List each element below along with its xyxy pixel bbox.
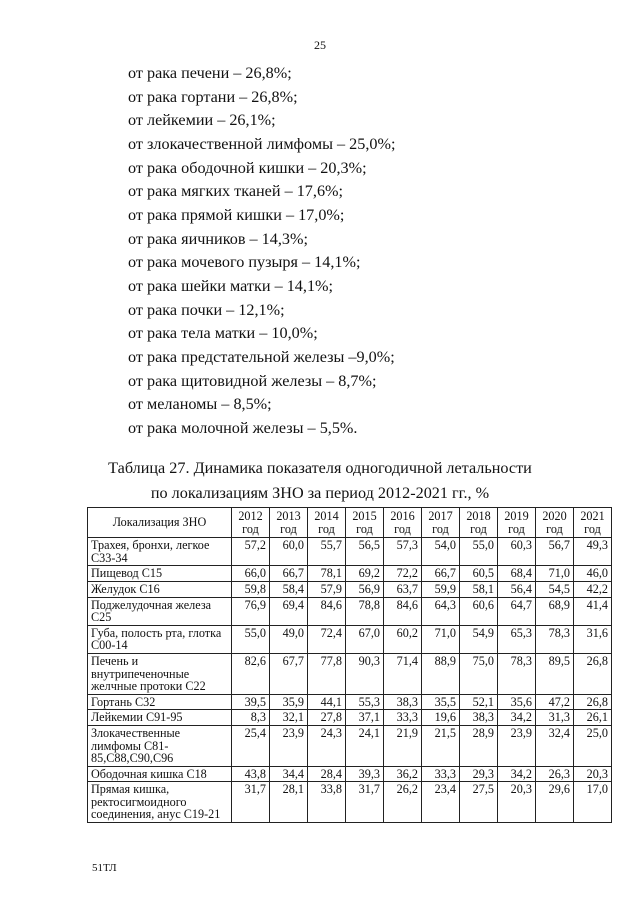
table-cell: 56,9 <box>346 581 384 597</box>
year-suffix: год <box>432 521 449 536</box>
column-header-year <box>460 508 498 538</box>
table-cell: 23,9 <box>270 725 308 766</box>
table-cell: 58,1 <box>460 581 498 597</box>
year-label: 2014 <box>314 509 339 523</box>
table-cell: 49,3 <box>574 538 612 566</box>
table-wrapper <box>87 507 612 823</box>
table-cell: 38,3 <box>384 694 422 710</box>
year-suffix: год <box>242 521 259 536</box>
table-cell: 68,9 <box>536 597 574 625</box>
table-cell: 89,5 <box>536 653 574 694</box>
year-label: 2013 <box>276 509 301 523</box>
table-cell: 34,2 <box>498 766 536 782</box>
page-number: 25 <box>314 38 326 52</box>
table-cell: 78,3 <box>498 653 536 694</box>
table-cell: 34,2 <box>498 710 536 726</box>
table-row <box>88 653 612 694</box>
table-cell: 67,0 <box>346 625 384 653</box>
table-cell: 55,0 <box>460 538 498 566</box>
table-cell: 31,3 <box>536 710 574 726</box>
table-cell: 49,0 <box>270 625 308 653</box>
row-label: Ободочная кишка C18 <box>88 766 232 782</box>
row-label: Губа, полость рта, глотка C00-14 <box>88 625 232 653</box>
table-cell: 39,5 <box>232 694 270 710</box>
table-row <box>88 766 612 782</box>
table-cell: 31,6 <box>574 625 612 653</box>
year-label: 2016 <box>390 509 415 523</box>
list-item: от рака шейки матки – 14,1%; <box>128 276 334 295</box>
table-cell: 60,2 <box>384 625 422 653</box>
column-header-year <box>498 508 536 538</box>
table-cell: 32,4 <box>536 725 574 766</box>
list-item: от рака почки – 12,1%; <box>128 300 285 319</box>
table-cell: 26,8 <box>574 653 612 694</box>
list-item: от рака мочевого пузыря – 14,1%; <box>128 253 361 272</box>
year-label: 2019 <box>504 509 529 523</box>
table-row <box>88 782 612 823</box>
table-cell: 69,2 <box>346 566 384 582</box>
row-label: Лейкемии C91-95 <box>88 710 232 726</box>
table-cell: 84,6 <box>308 597 346 625</box>
table-cell: 47,2 <box>536 694 574 710</box>
table-cell: 25,4 <box>232 725 270 766</box>
table-cell: 37,1 <box>346 710 384 726</box>
year-label: 2021 <box>580 509 605 523</box>
table-cell: 33,3 <box>384 710 422 726</box>
table-cell: 71,4 <box>384 653 422 694</box>
table-row <box>88 597 612 625</box>
table-cell: 21,9 <box>384 725 422 766</box>
list-item: от рака прямой кишки – 17,0%; <box>128 205 345 224</box>
table-cell: 19,6 <box>422 710 460 726</box>
row-label: Желудок C16 <box>88 581 232 597</box>
table-cell: 72,4 <box>308 625 346 653</box>
table-cell: 52,1 <box>460 694 498 710</box>
table-cell: 65,3 <box>498 625 536 653</box>
table-cell: 38,3 <box>460 710 498 726</box>
table-cell: 17,0 <box>574 782 612 823</box>
table-cell: 78,3 <box>536 625 574 653</box>
table-row <box>88 625 612 653</box>
table-cell: 29,3 <box>460 766 498 782</box>
list-item: от рака печени – 26,8%; <box>128 64 292 82</box>
table-cell: 35,5 <box>422 694 460 710</box>
table-cell: 67,7 <box>270 653 308 694</box>
table-cell: 88,9 <box>422 653 460 694</box>
row-label: Злокачественные лимфомы C81-85,C88,C90,C96 <box>88 725 232 766</box>
row-label: Печень и внутрипеченочные желчные протоки C22 <box>88 653 232 694</box>
year-suffix: год <box>394 521 411 536</box>
list-item: от рака предстательной железы –9,0%; <box>128 347 395 366</box>
table-cell: 43,8 <box>232 766 270 782</box>
table-cell: 78,1 <box>308 566 346 582</box>
table-cell: 71,0 <box>536 566 574 582</box>
table-cell: 57,9 <box>308 581 346 597</box>
table-cell: 39,3 <box>346 766 384 782</box>
table-cell: 66,7 <box>422 566 460 582</box>
table-cell: 24,1 <box>346 725 384 766</box>
table-cell: 23,9 <box>498 725 536 766</box>
year-label: 2012 <box>238 509 263 523</box>
table-cell: 60,3 <box>498 538 536 566</box>
list-item: от рака мягких тканей – 17,6%; <box>128 182 344 201</box>
caption-line-1: Таблица 27. Динамика показателя одногодичной летальности <box>108 459 532 477</box>
table-cell: 56,5 <box>346 538 384 566</box>
year-suffix: год <box>470 521 487 536</box>
table-body <box>88 538 612 823</box>
row-label: Гортань C32 <box>88 694 232 710</box>
table-cell: 21,5 <box>422 725 460 766</box>
table-cell: 76,9 <box>232 597 270 625</box>
table-cell: 68,4 <box>498 566 536 582</box>
table-cell: 31,7 <box>346 782 384 823</box>
list-item: от рака щитовидной железы – 8,7%; <box>128 371 377 390</box>
table-cell: 84,6 <box>384 597 422 625</box>
table-cell: 55,3 <box>346 694 384 710</box>
year-label: 2018 <box>466 509 491 523</box>
year-suffix: год <box>280 521 297 536</box>
table-row <box>88 725 612 766</box>
table-cell: 42,2 <box>574 581 612 597</box>
column-header-year <box>232 508 270 538</box>
list-item: от лейкемии – 26,1%; <box>128 111 276 130</box>
column-header-year <box>384 508 422 538</box>
row-label: Трахея, бронхи, легкое C33-34 <box>88 538 232 566</box>
table-cell: 31,7 <box>232 782 270 823</box>
column-header-year <box>422 508 460 538</box>
list-item: от рака яичников – 14,3%; <box>128 229 308 248</box>
table-cell: 28,4 <box>308 766 346 782</box>
table-cell: 28,1 <box>270 782 308 823</box>
list-item: от рака ободочной кишки – 20,3%; <box>128 158 367 177</box>
table-cell: 60,0 <box>270 538 308 566</box>
list-item: от рака тела матки – 10,0%; <box>128 324 318 343</box>
table-cell: 28,9 <box>460 725 498 766</box>
year-label: 2017 <box>428 509 453 523</box>
table-cell: 26,3 <box>536 766 574 782</box>
table-cell: 71,0 <box>422 625 460 653</box>
table-cell: 27,5 <box>460 782 498 823</box>
list-item: от рака гортани – 26,8%; <box>128 87 298 106</box>
table-cell: 63,7 <box>384 581 422 597</box>
table-cell: 57,2 <box>232 538 270 566</box>
list-item: от рака молочной железы – 5,5%. <box>128 418 358 437</box>
table-cell: 41,4 <box>574 597 612 625</box>
year-suffix: год <box>356 521 373 536</box>
table-cell: 26,1 <box>574 710 612 726</box>
table-cell: 64,3 <box>422 597 460 625</box>
footer-code: 51ТЛ <box>92 862 117 874</box>
table-cell: 27,8 <box>308 710 346 726</box>
table-row <box>88 581 612 597</box>
year-suffix: год <box>546 521 563 536</box>
year-suffix: год <box>318 521 335 536</box>
list-item: от меланомы – 8,5%; <box>128 395 272 414</box>
column-header-localization: Локализация ЗНО <box>88 508 232 538</box>
table-cell: 8,3 <box>232 710 270 726</box>
table-cell: 46,0 <box>574 566 612 582</box>
table-cell: 23,4 <box>422 782 460 823</box>
table-cell: 25,0 <box>574 725 612 766</box>
table-cell: 36,2 <box>384 766 422 782</box>
table-cell: 33,3 <box>422 766 460 782</box>
table-row <box>88 538 612 566</box>
table-cell: 20,3 <box>498 782 536 823</box>
caption-line-2: по локализациям ЗНО за период 2012-2021 гг., % <box>150 484 490 502</box>
table-cell: 64,7 <box>498 597 536 625</box>
table-cell: 35,9 <box>270 694 308 710</box>
table-cell: 29,6 <box>536 782 574 823</box>
table-cell: 66,7 <box>270 566 308 582</box>
table-cell: 59,8 <box>232 581 270 597</box>
table-cell: 24,3 <box>308 725 346 766</box>
table-cell: 54,0 <box>422 538 460 566</box>
column-header-year <box>346 508 384 538</box>
table-cell: 60,5 <box>460 566 498 582</box>
row-label: Прямая кишка, ректосигмоидного соединения, анус C19-21 <box>88 782 232 823</box>
table-cell: 35,6 <box>498 694 536 710</box>
row-label: Поджелудочная железа C25 <box>88 597 232 625</box>
table-cell: 69,4 <box>270 597 308 625</box>
year-label: 2015 <box>352 509 377 523</box>
table-caption <box>0 456 640 506</box>
table-header-row <box>88 508 612 538</box>
table-cell: 77,8 <box>308 653 346 694</box>
table-cell: 32,1 <box>270 710 308 726</box>
column-header-year <box>270 508 308 538</box>
table-cell: 57,3 <box>384 538 422 566</box>
table-cell: 33,8 <box>308 782 346 823</box>
table-cell: 66,0 <box>232 566 270 582</box>
table-cell: 56,4 <box>498 581 536 597</box>
table-row <box>88 694 612 710</box>
table-cell: 44,1 <box>308 694 346 710</box>
mortality-list <box>128 62 395 441</box>
column-header-year <box>536 508 574 538</box>
table-cell: 72,2 <box>384 566 422 582</box>
table-cell: 75,0 <box>460 653 498 694</box>
table-cell: 90,3 <box>346 653 384 694</box>
table-cell: 82,6 <box>232 653 270 694</box>
table-cell: 55,7 <box>308 538 346 566</box>
year-suffix: год <box>584 521 601 536</box>
table-cell: 34,4 <box>270 766 308 782</box>
table-cell: 54,9 <box>460 625 498 653</box>
mortality-table <box>87 507 612 823</box>
table-cell: 59,9 <box>422 581 460 597</box>
table-row <box>88 566 612 582</box>
table-cell: 26,2 <box>384 782 422 823</box>
table-cell: 54,5 <box>536 581 574 597</box>
row-label: Пищевод C15 <box>88 566 232 582</box>
table-cell: 58,4 <box>270 581 308 597</box>
table-row <box>88 710 612 726</box>
table-cell: 78,8 <box>346 597 384 625</box>
table-cell: 26,8 <box>574 694 612 710</box>
column-header-year <box>574 508 612 538</box>
table-cell: 20,3 <box>574 766 612 782</box>
year-suffix: год <box>508 521 525 536</box>
year-label: 2020 <box>542 509 567 523</box>
table-cell: 60,6 <box>460 597 498 625</box>
list-item: от злокачественной лимфомы – 25,0%; <box>128 134 396 153</box>
column-header-year <box>308 508 346 538</box>
table-cell: 56,7 <box>536 538 574 566</box>
table-cell: 55,0 <box>232 625 270 653</box>
